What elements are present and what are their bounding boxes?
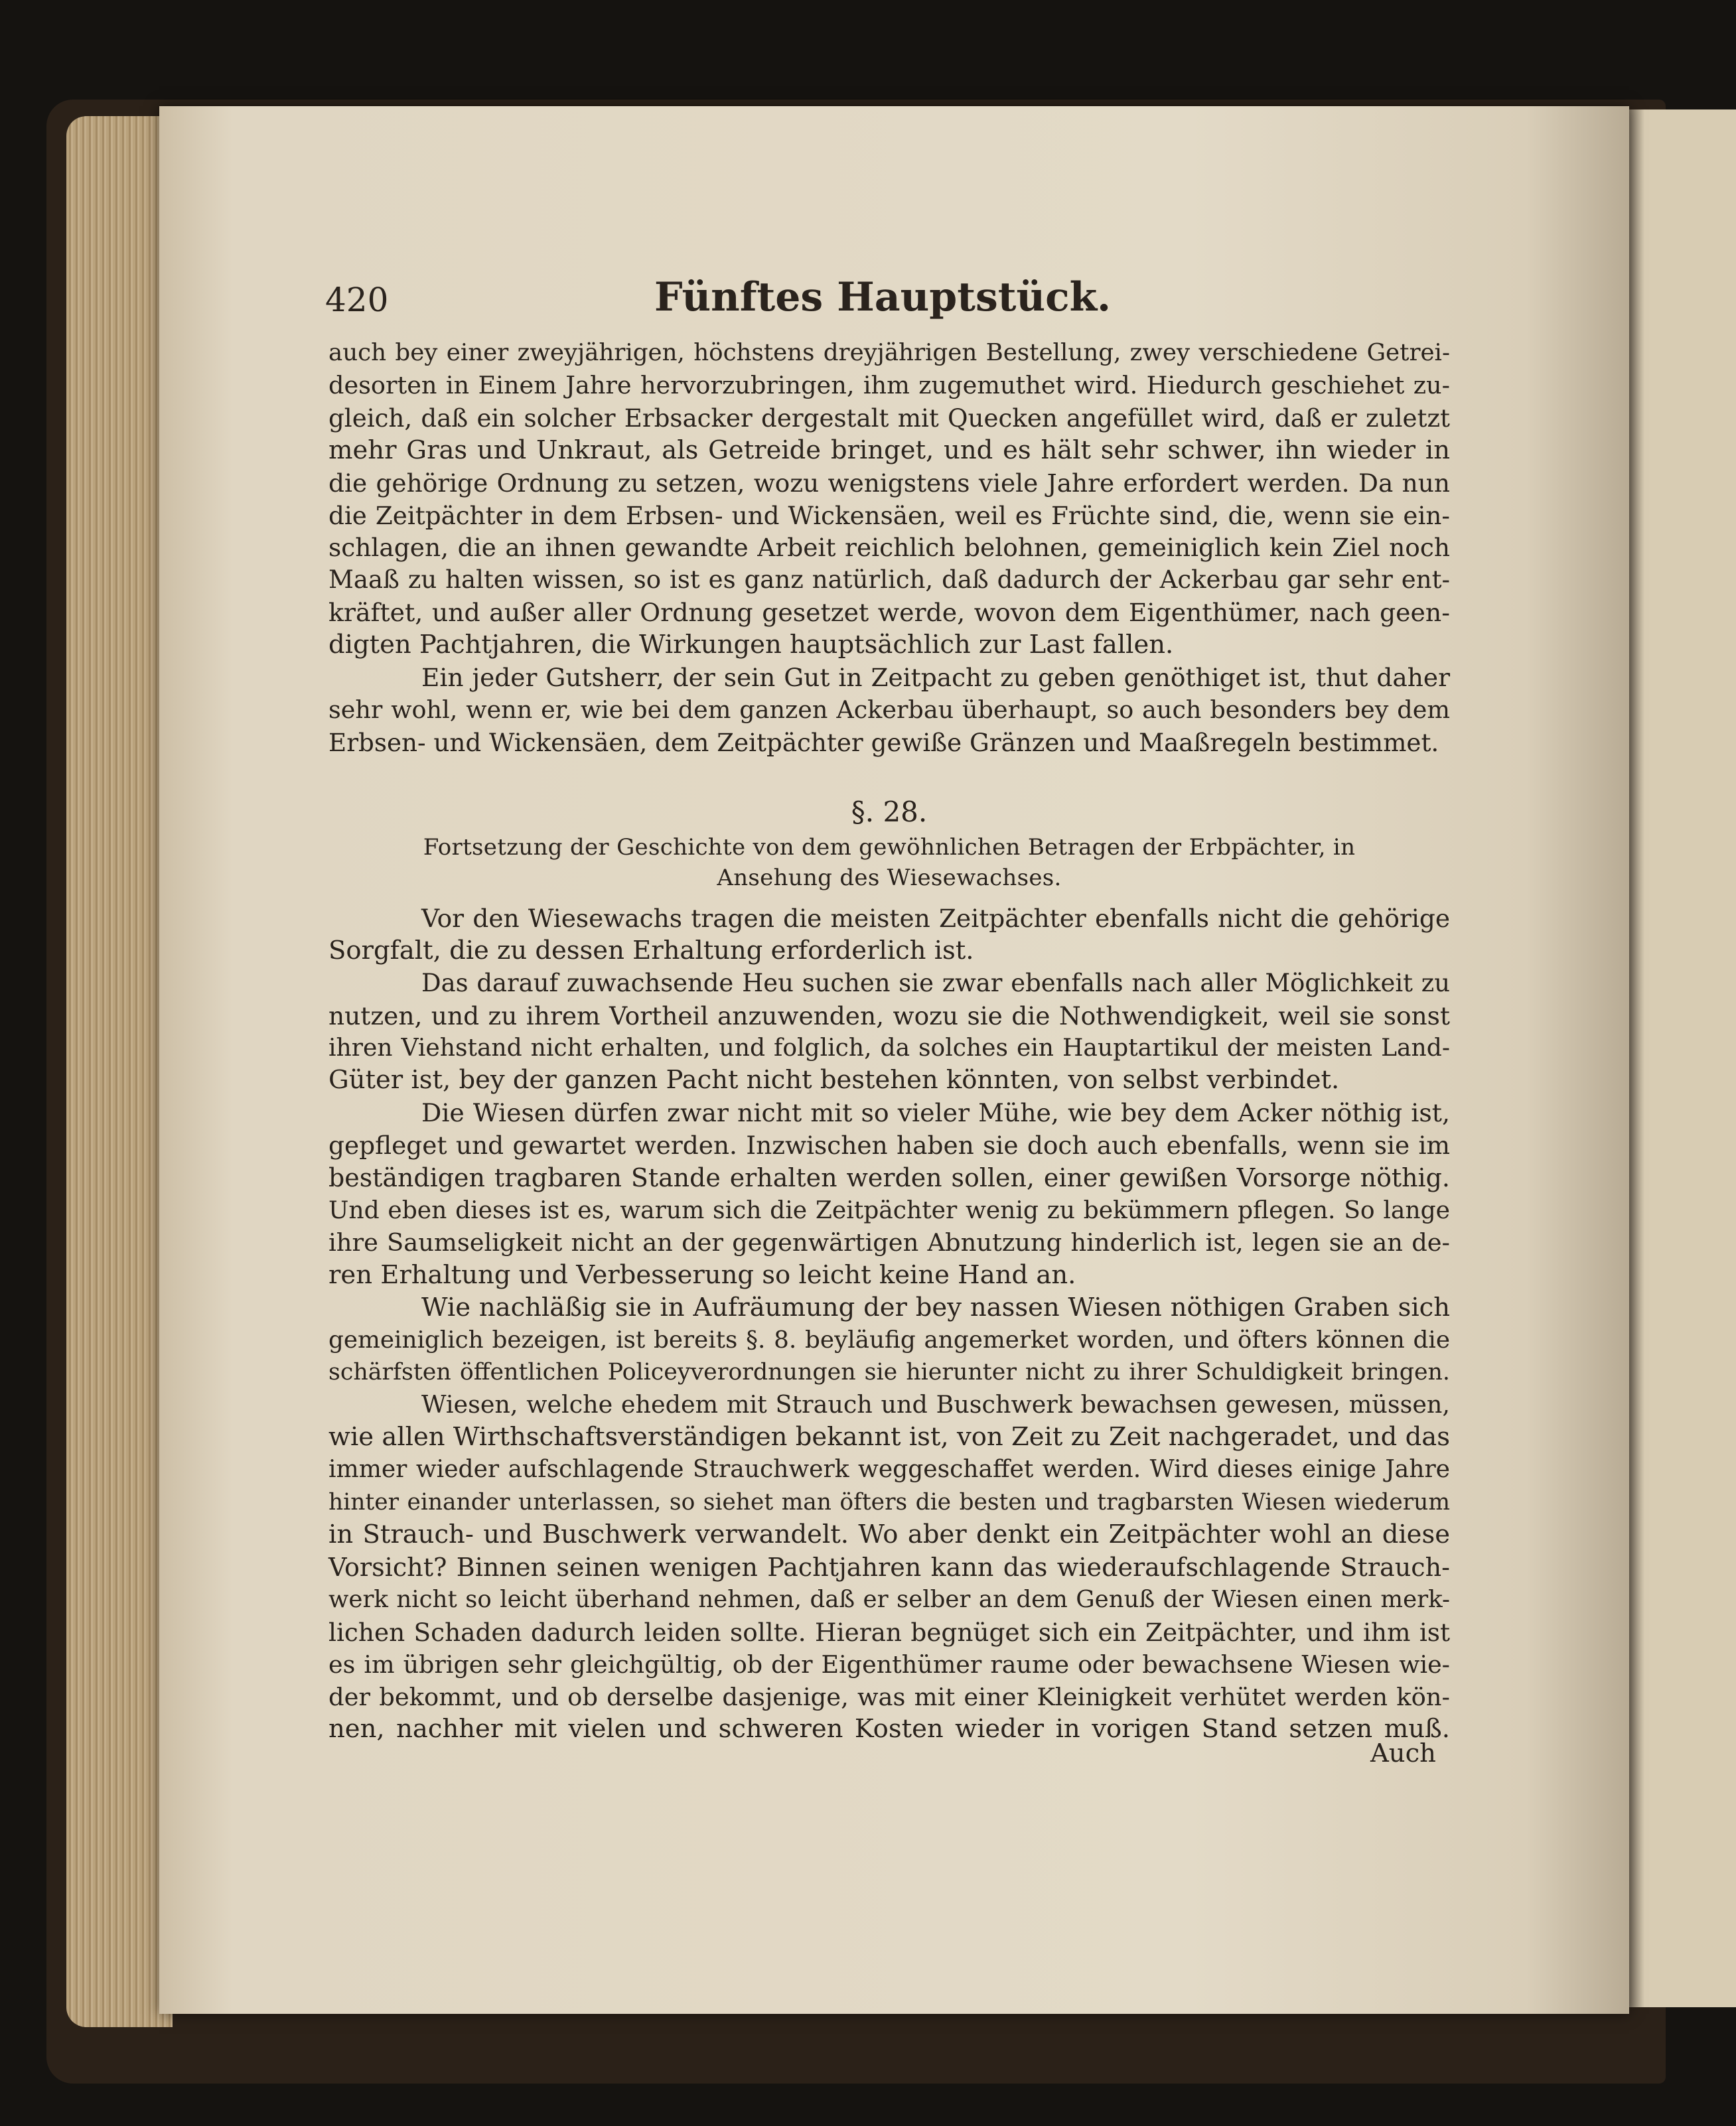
text-line: Vor den Wiesewachs tragen die meisten Zeitpächter ebenfalls nicht die gehörige xyxy=(421,903,1450,933)
text-line: Vorsicht? Binnen seinen wenigen Pachtjahren kann das wiederaufschlagende Strauch- xyxy=(328,1552,1450,1582)
body-text xyxy=(328,337,1450,1746)
running-title: Fünftes Hauptstück. xyxy=(654,274,1112,320)
text-line: Ein jeder Gutsherr, der sein Gut in Zeitpacht zu geben genöthiget ist, thut daher xyxy=(421,663,1450,693)
text-line: sehr wohl, wenn er, wie bei dem ganzen Ackerbau überhaupt, so auch besonders bey dem xyxy=(328,695,1450,724)
text-line: ren Erhaltung und Verbesserung so leicht keine Hand an. xyxy=(328,1259,1076,1290)
text-line: mehr Gras und Unkraut, als Getreide bringet, und es hält sehr schwer, ihn wieder in xyxy=(328,435,1450,465)
text-line: werk nicht so leicht überhand nehmen, daß er selber an dem Genuß der Wiesen einen merk- xyxy=(328,1585,1450,1613)
section-title: Fortsetzung der Geschichte von dem gewöhnlichen Betragen der Erbpächter, in xyxy=(423,833,1356,861)
text-line: Sorgfalt, die zu dessen Erhaltung erforderlich ist. xyxy=(328,935,974,965)
text-line: nen, nachher mit vielen und schweren Kosten wieder in vorigen Stand setzen muß. xyxy=(328,1714,1450,1744)
paragraph xyxy=(328,1389,1450,1746)
text-line: digten Pachtjahren, die Wirkungen hauptsächlich zur Last fallen. xyxy=(328,630,1174,660)
text-line: ihre Saumseligkeit nicht an der gegenwärtigen Abnutzung hinderlich ist, legen sie an de- xyxy=(328,1228,1450,1257)
paragraph xyxy=(328,902,1450,967)
text-line: Maaß zu halten wissen, so ist es ganz natürlich, daß dadurch der Ackerbau gar sehr ent- xyxy=(328,565,1450,595)
section-number: §. 28. xyxy=(851,795,928,828)
text-line: auch bey einer zweyjährigen, höchstens dreyjährigen Bestellung, zwey verschiedene Getrei- xyxy=(328,339,1450,366)
text-line: immer wieder aufschlagende Strauchwerk weggeschaffet werden. Wird dieses einige Jahre xyxy=(328,1456,1450,1484)
text-line: der bekommt, und ob derselbe dasjenige, was mit einer Kleinigkeit verhütet werden kön- xyxy=(328,1682,1450,1711)
text-line: kräftet, und außer aller Ordnung gesetzet werde, wovon dem Eigenthümer, nach geen- xyxy=(328,598,1450,628)
text-line: Die Wiesen dürfen zwar nicht mit so vieler Mühe, wie bey dem Acker nöthig ist, xyxy=(421,1098,1450,1128)
text-line: Erbsen- und Wickensäen, dem Zeitpächter gewiße Gränzen und Maaßregeln bestimmet. xyxy=(328,727,1439,757)
text-line: schärfsten öffentlichen Policeyverordnungen sie hierunter nicht zu ihrer Schuldigkeit bringen. xyxy=(328,1359,1450,1386)
text-line: gemeiniglich bezeigen, ist bereits §. 8. beyläufig angemerket worden, und öfters können die xyxy=(328,1326,1450,1354)
paragraph xyxy=(328,337,1450,662)
paragraph xyxy=(328,1097,1450,1291)
text-line: Das darauf zuwachsende Heu suchen sie zwar ebenfalls nach aller Möglichkeit zu xyxy=(421,968,1450,997)
page-number: 420 xyxy=(325,281,389,319)
paragraph xyxy=(328,662,1450,759)
text-line: Und eben dieses ist es, warum sich die Zeitpächter wenig zu bekümmern pflegen. So lange xyxy=(328,1196,1450,1224)
text-line: Güter ist, bey der ganzen Pacht nicht bestehen könnten, von selbst verbindet. xyxy=(328,1065,1340,1096)
text-line: lichen Schaden dadurch leiden sollte. Hieran begnüget sich ein Zeitpächter, und ihm ist xyxy=(328,1617,1450,1647)
text-line: hinter einander unterlassen, so siehet man öfters die besten und tragbarsten Wiesen wiederum xyxy=(328,1489,1450,1516)
text-line: wie allen Wirthschaftsverständigen bekannt ist, von Zeit zu Zeit nachgeradet, und das xyxy=(328,1422,1450,1453)
catchword: Auch xyxy=(1370,1738,1436,1768)
text-line: in Strauch- und Buschwerk verwandelt. Wo aber denkt ein Zeitpächter wohl an diese xyxy=(328,1520,1450,1549)
text-line: Wiesen, welche ehedem mit Strauch und Buschwerk bewachsen gewesen, müssen, xyxy=(421,1390,1450,1419)
text-line: Wie nachläßig sie in Aufräumung der bey nassen Wiesen nöthigen Graben sich xyxy=(421,1292,1450,1322)
page-header xyxy=(325,269,1440,328)
page-edges xyxy=(66,116,173,2027)
text-line: nutzen, und zu ihrem Vortheil anzuwenden, wozu sie die Nothwendigkeit, weil sie sonst xyxy=(328,1001,1450,1030)
text-line: die Zeitpächter in dem Erbsen- und Wickensäen, weil es Früchte sind, die, wenn sie ein- xyxy=(328,500,1450,530)
paragraph xyxy=(328,967,1450,1098)
text-line: schlagen, die an ihnen gewandte Arbeit reichlich belohnen, gemeiniglich kein Ziel noch xyxy=(328,533,1450,563)
text-line: es im übrigen sehr gleichgültig, ob der Eigenthümer raume oder bewachsene Wiesen wie- xyxy=(328,1650,1450,1679)
text-line: desorten in Einem Jahre hervorzubringen, ihm zugemuthet wird. Hiedurch geschiehet zu- xyxy=(328,370,1450,399)
section-title: Ansehung des Wiesewachses. xyxy=(717,864,1062,891)
text-line: die gehörige Ordnung zu setzen, wozu wenigstens viele Jahre erfordert werden. Da nun xyxy=(328,468,1450,498)
text-line: gepfleget und gewartet werden. Inzwischen haben sie doch auch ebenfalls, wenn sie im xyxy=(328,1131,1450,1161)
text-line: ihren Viehstand nicht erhalten, und folglich, da solches ein Hauptartikul der meisten Land- xyxy=(328,1034,1450,1062)
text-line: beständigen tragbaren Stande erhalten werden sollen, einer gewißen Vorsorge nöthig. xyxy=(328,1163,1450,1193)
text-line: gleich, daß ein solcher Erbsacker dergestalt mit Quecken angefüllet wird, daß er zuletzt xyxy=(328,403,1450,433)
paragraph xyxy=(328,1292,1450,1389)
